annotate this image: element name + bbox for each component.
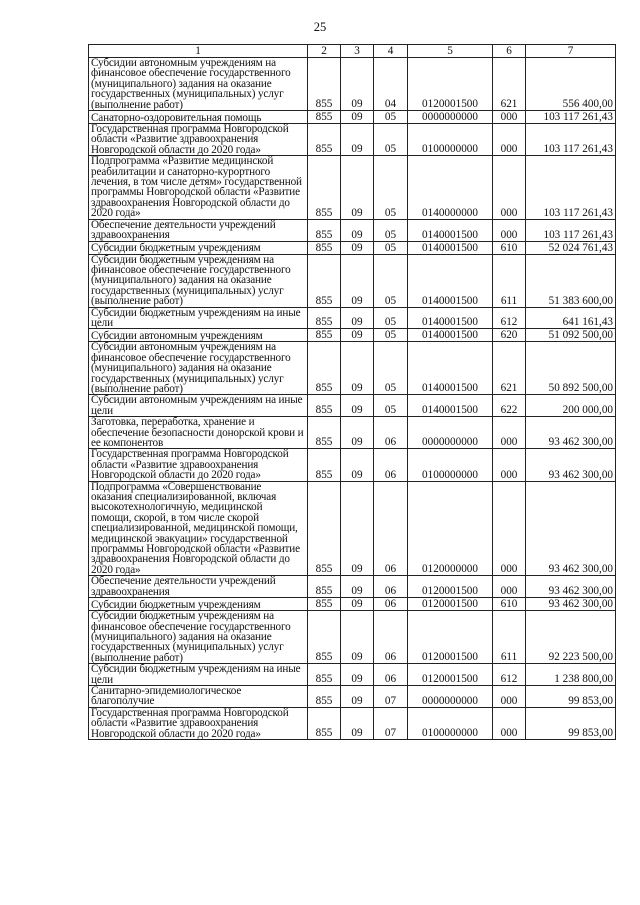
table-row	[89, 664, 616, 686]
row-section-code: 855	[308, 417, 341, 449]
row-amount: 93 462 300,00	[526, 481, 616, 576]
row-name: Субсидии бюджетным учреждениям на иные цели	[89, 307, 308, 329]
row-section-code: 855	[308, 124, 341, 156]
row-section-code: 855	[308, 707, 341, 739]
row-expense-type: 000	[493, 449, 526, 481]
row-section-code: 855	[308, 219, 341, 241]
header-col-2: 2	[308, 45, 341, 58]
row-expense-type: 610	[493, 598, 526, 611]
row-item-code: 05	[374, 124, 408, 156]
row-section-code: 855	[308, 598, 341, 611]
row-name: Государственная программа Новгородской области «Развитие здравоохранения Новгородской области до 2020 года»	[89, 707, 308, 739]
row-target-article: 0000000000	[408, 685, 493, 707]
row-item-code: 05	[374, 307, 408, 329]
row-section-code: 855	[308, 449, 341, 481]
table-row	[89, 449, 616, 481]
row-expense-type: 000	[493, 481, 526, 576]
row-expense-type: 000	[493, 576, 526, 598]
row-target-article: 0000000000	[408, 111, 493, 124]
header-col-4: 4	[374, 45, 408, 58]
row-name: Подпрограмма «Развитие медицинской реабилитации и санаторно-курортного лечения, в том числе детям» государственной программы Новгородской области «Развитие здравоохранения Новгородской области до 2020 года»	[89, 156, 308, 219]
row-section-code: 855	[308, 58, 341, 111]
row-item-code: 05	[374, 342, 408, 395]
row-amount: 93 462 300,00	[526, 576, 616, 598]
row-expense-type: 621	[493, 58, 526, 111]
table-row	[89, 124, 616, 156]
row-name: Субсидии автономным учреждениям на финансовое обеспечение государственного (муниципального) задания на оказание государственных (муниципальных) услуг (выполнение работ)	[89, 58, 308, 111]
row-subsection-code: 09	[341, 664, 374, 686]
row-section-code: 855	[308, 342, 341, 395]
row-subsection-code: 09	[341, 219, 374, 241]
row-target-article: 0140001500	[408, 342, 493, 395]
row-item-code: 06	[374, 576, 408, 598]
row-amount: 50 892 500,00	[526, 342, 616, 395]
row-amount: 103 117 261,43	[526, 219, 616, 241]
row-expense-type: 000	[493, 219, 526, 241]
row-item-code: 05	[374, 395, 408, 417]
row-amount: 200 000,00	[526, 395, 616, 417]
row-target-article: 0100000000	[408, 449, 493, 481]
row-section-code: 855	[308, 111, 341, 124]
table-row	[89, 241, 616, 254]
row-subsection-code: 09	[341, 111, 374, 124]
row-item-code: 06	[374, 481, 408, 576]
row-target-article: 0140001500	[408, 219, 493, 241]
row-item-code: 05	[374, 219, 408, 241]
table-row	[89, 254, 616, 307]
row-expense-type: 000	[493, 417, 526, 449]
row-target-article: 0120000000	[408, 481, 493, 576]
row-section-code: 855	[308, 329, 341, 342]
row-subsection-code: 09	[341, 329, 374, 342]
row-name: Заготовка, переработка, хранение и обеспечение безопасности донорской крови и ее компонентов	[89, 417, 308, 449]
row-name: Обеспечение деятельности учреждений здравоохранения	[89, 219, 308, 241]
row-name: Санитарно-эпидемиологическое благополучие	[89, 685, 308, 707]
row-amount: 93 462 300,00	[526, 598, 616, 611]
table-row	[89, 219, 616, 241]
row-item-code: 05	[374, 254, 408, 307]
row-name: Обеспечение деятельности учреждений здравоохранения	[89, 576, 308, 598]
row-subsection-code: 09	[341, 481, 374, 576]
row-name: Субсидии бюджетным учреждениям на иные цели	[89, 664, 308, 686]
row-item-code: 05	[374, 156, 408, 219]
row-subsection-code: 09	[341, 598, 374, 611]
table-row	[89, 329, 616, 342]
table-row	[89, 417, 616, 449]
row-expense-type: 000	[493, 111, 526, 124]
row-section-code: 855	[308, 395, 341, 417]
row-target-article: 0140000000	[408, 156, 493, 219]
row-target-article: 0100000000	[408, 124, 493, 156]
row-name: Субсидии бюджетным учреждениям	[89, 241, 308, 254]
table-row	[89, 707, 616, 739]
row-target-article: 0120001500	[408, 576, 493, 598]
row-expense-type: 000	[493, 124, 526, 156]
row-subsection-code: 09	[341, 576, 374, 598]
row-name: Субсидии бюджетным учреждениям	[89, 598, 308, 611]
page-number: 25	[313, 20, 327, 34]
row-section-code: 855	[308, 576, 341, 598]
row-subsection-code: 09	[341, 417, 374, 449]
table-row	[89, 58, 616, 111]
table-row	[89, 481, 616, 576]
table-row	[89, 307, 616, 329]
row-name: Субсидии автономным учреждениям на иные цели	[89, 395, 308, 417]
row-section-code: 855	[308, 611, 341, 664]
row-subsection-code: 09	[341, 395, 374, 417]
row-item-code: 06	[374, 417, 408, 449]
row-amount: 103 117 261,43	[526, 111, 616, 124]
row-subsection-code: 09	[341, 241, 374, 254]
row-amount: 99 853,00	[526, 707, 616, 739]
row-target-article: 0140001500	[408, 241, 493, 254]
row-expense-type: 612	[493, 307, 526, 329]
row-section-code: 855	[308, 254, 341, 307]
row-expense-type: 611	[493, 611, 526, 664]
row-name: Субсидии автономным учреждениям	[89, 329, 308, 342]
row-expense-type: 622	[493, 395, 526, 417]
row-subsection-code: 09	[341, 685, 374, 707]
row-target-article: 0140001500	[408, 395, 493, 417]
table-row	[89, 576, 616, 598]
row-section-code: 855	[308, 664, 341, 686]
row-target-article: 0000000000	[408, 417, 493, 449]
row-expense-type: 621	[493, 342, 526, 395]
row-amount: 93 462 300,00	[526, 417, 616, 449]
row-item-code: 05	[374, 329, 408, 342]
row-target-article: 0140001500	[408, 307, 493, 329]
row-amount: 103 117 261,43	[526, 124, 616, 156]
row-amount: 99 853,00	[526, 685, 616, 707]
table-row	[89, 342, 616, 395]
row-item-code: 04	[374, 58, 408, 111]
row-subsection-code: 09	[341, 254, 374, 307]
row-section-code: 855	[308, 241, 341, 254]
row-subsection-code: 09	[341, 307, 374, 329]
row-item-code: 05	[374, 111, 408, 124]
row-item-code: 05	[374, 241, 408, 254]
row-subsection-code: 09	[341, 156, 374, 219]
row-amount: 51 383 600,00	[526, 254, 616, 307]
row-amount: 641 161,43	[526, 307, 616, 329]
row-amount: 52 024 761,43	[526, 241, 616, 254]
row-target-article: 0140001500	[408, 329, 493, 342]
row-expense-type: 620	[493, 329, 526, 342]
row-item-code: 06	[374, 611, 408, 664]
row-expense-type: 610	[493, 241, 526, 254]
header-col-6: 6	[493, 45, 526, 58]
header-col-5: 5	[408, 45, 493, 58]
row-target-article: 0140001500	[408, 254, 493, 307]
row-amount: 556 400,00	[526, 58, 616, 111]
table-row	[89, 685, 616, 707]
header-col-3: 3	[341, 45, 374, 58]
row-item-code: 06	[374, 598, 408, 611]
row-name: Субсидии автономным учреждениям на финансовое обеспечение государственного (муниципального) задания на оказание государственных (муниципальных) услуг (выполнение работ)	[89, 342, 308, 395]
row-section-code: 855	[308, 685, 341, 707]
row-name: Субсидии бюджетным учреждениям на финансовое обеспечение государственного (муниципального) задания на оказание государственных (муниципальных) услуг (выполнение работ)	[89, 254, 308, 307]
table-row	[89, 611, 616, 664]
row-amount: 51 092 500,00	[526, 329, 616, 342]
row-name: Санаторно-оздоровительная помощь	[89, 111, 308, 124]
row-target-article: 0120001500	[408, 58, 493, 111]
row-item-code: 06	[374, 449, 408, 481]
row-subsection-code: 09	[341, 707, 374, 739]
row-section-code: 855	[308, 481, 341, 576]
row-amount: 92 223 500,00	[526, 611, 616, 664]
row-item-code: 07	[374, 707, 408, 739]
row-subsection-code: 09	[341, 58, 374, 111]
budget-table	[88, 44, 616, 740]
row-subsection-code: 09	[341, 124, 374, 156]
row-item-code: 07	[374, 685, 408, 707]
row-expense-type: 611	[493, 254, 526, 307]
table-row	[89, 111, 616, 124]
row-expense-type: 612	[493, 664, 526, 686]
row-amount: 1 238 800,00	[526, 664, 616, 686]
row-expense-type: 000	[493, 156, 526, 219]
row-subsection-code: 09	[341, 342, 374, 395]
row-amount: 103 117 261,43	[526, 156, 616, 219]
table-row	[89, 395, 616, 417]
row-section-code: 855	[308, 156, 341, 219]
row-subsection-code: 09	[341, 449, 374, 481]
row-name: Государственная программа Новгородской области «Развитие здравоохранения Новгородской области до 2020 года»	[89, 449, 308, 481]
row-expense-type: 000	[493, 707, 526, 739]
header-col-7: 7	[526, 45, 616, 58]
table-header-row	[89, 45, 616, 58]
row-target-article: 0120001500	[408, 611, 493, 664]
row-name: Подпрограмма «Совершенствование оказания специализированной, включая высокотехнологичную, медицинской помощи, скорой, в том числе скорой специализированной, медицинской помощи, медицинской эвакуации» государственной программы Новгородской области «Развитие здравоохранения Новгородской области до 2020 года»	[89, 481, 308, 576]
row-name: Государственная программа Новгородской области «Развитие здравоохранения Новгородской области до 2020 года»	[89, 124, 308, 156]
table-row	[89, 156, 616, 219]
row-name: Субсидии бюджетным учреждениям на финансовое обеспечение государственного (муниципального) задания на оказание государственных (муниципальных) услуг (выполнение работ)	[89, 611, 308, 664]
header-col-1: 1	[89, 45, 308, 58]
row-expense-type: 000	[493, 685, 526, 707]
table-row	[89, 598, 616, 611]
row-item-code: 06	[374, 664, 408, 686]
row-section-code: 855	[308, 307, 341, 329]
row-subsection-code: 09	[341, 611, 374, 664]
row-amount: 93 462 300,00	[526, 449, 616, 481]
row-target-article: 0120001500	[408, 598, 493, 611]
row-target-article: 0120001500	[408, 664, 493, 686]
table-body	[89, 58, 616, 740]
row-target-article: 0100000000	[408, 707, 493, 739]
